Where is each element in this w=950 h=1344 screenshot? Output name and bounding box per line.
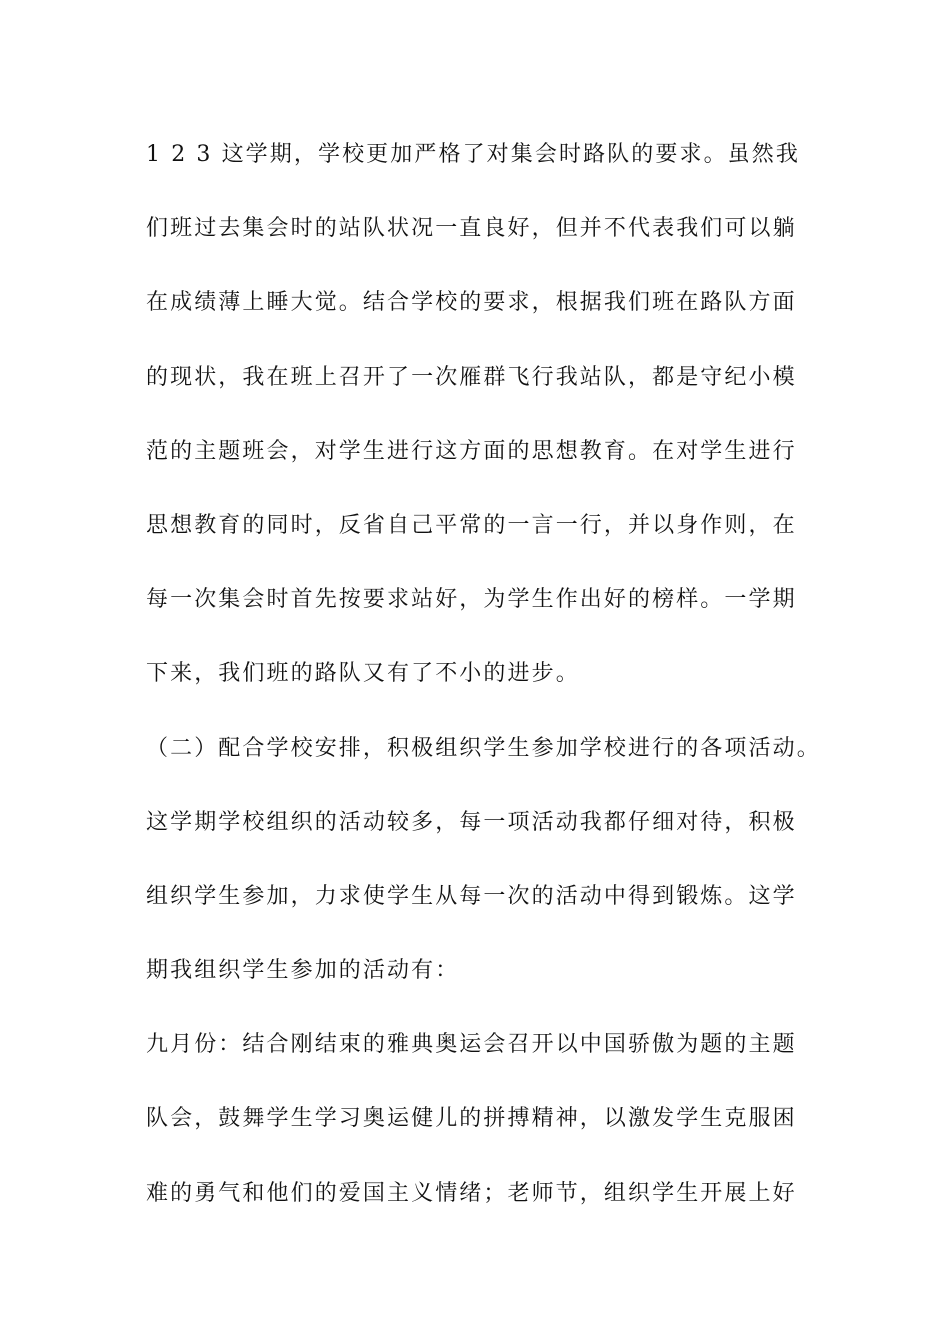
text-line: 思想教育的同时，反省自己平常的一言一行，并以身作则，在	[146, 512, 797, 538]
text-line: 期我组织学生参加的活动有：	[146, 958, 460, 984]
text-line: 的现状，我在班上召开了一次雁群飞行我站队，都是守纪小模	[146, 364, 797, 390]
text-line: 在成绩薄上睡大觉。结合学校的要求，根据我们班在路队方面	[146, 290, 797, 316]
text-line: 九月份：结合刚结束的雅典奥运会召开以中国骄傲为题的主题	[146, 1032, 797, 1058]
text-line: 下来，我们班的路队又有了不小的进步。	[146, 661, 580, 687]
text-line: 队会，鼓舞学生学习奥运健儿的拼搏精神，以激发学生克服困	[146, 1106, 797, 1132]
body-text	[146, 130, 821, 1243]
text-line: 难的勇气和他们的爱国主义情绪；老师节，组织学生开展上好	[146, 1180, 797, 1206]
text-line: 组织学生参加，力求使学生从每一次的活动中得到锻炼。这学	[146, 883, 797, 909]
text-line: 1 2 3 这学期，学校更加严格了对集会时路队的要求。虽然我	[146, 142, 800, 167]
text-line: 每一次集会时首先按要求站好，为学生作出好的榜样。一学期	[146, 587, 797, 613]
text-line: 们班过去集会时的站队状况一直良好，但并不代表我们可以躺	[146, 216, 797, 242]
text-line: 范的主题班会，对学生进行这方面的思想教育。在对学生进行	[146, 438, 797, 464]
text-line: 这学期学校组织的活动较多，每一项活动我都仔细对待，积极	[146, 809, 797, 835]
section-heading: （二）配合学校安排，积极组织学生参加学校进行的各项活动。	[146, 735, 821, 761]
